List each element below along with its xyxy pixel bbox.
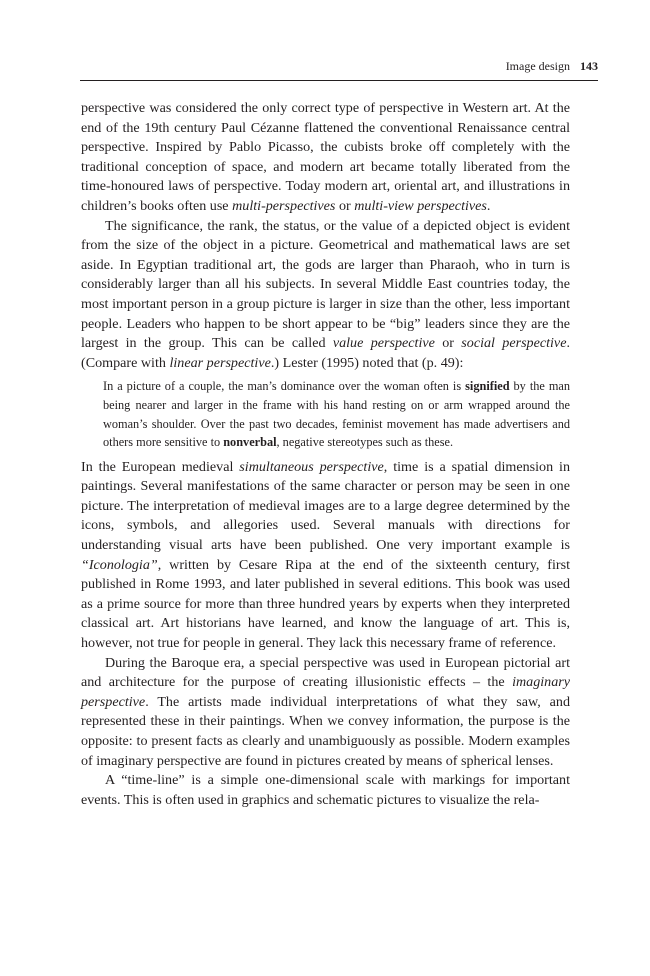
bold-term: signified — [465, 379, 510, 394]
text-run: , time is a spatial dimension in paintings. Several manifestations of the same character or person may be seen in one picture. The interpretation of medieval images are to a large degree determined by the icons, symbols, and allegories used. Several manuals with directions for understanding visual arts have been published. One very important example is — [81, 458, 570, 554]
italic-term: imaginary perspective — [81, 674, 570, 710]
text-run: In a picture of a couple, the man’s dominance over the woman often is — [103, 379, 466, 394]
text-run: .) Lester (1995) noted that (p. 49): — [270, 354, 464, 371]
text-run: by the man being nearer and larger in the frame with his hand resting on or arm wrapped around the woman’s shoulder. Over the past two decades, feminist movement has made advertisers and others more sensitive to — [103, 379, 571, 450]
text-run: In the European medieval — [81, 458, 240, 475]
paragraph-2 — [81, 217, 570, 374]
italic-term: multi-perspectives — [232, 197, 336, 214]
text-run: , negative stereotypes such as these. — [276, 435, 454, 450]
page-number: 143 — [580, 59, 598, 73]
paragraph-1 — [81, 99, 570, 217]
text-run: . (Compare with — [81, 335, 570, 371]
text-run: perspective was considered the only correct type of perspective in Western art. At the end of the 19th century Paul Cézanne flattened the conventional Renaissance central perspective. Inspired by Pablo Picasso, the cubists broke off completely with the traditional conception of space, and modern art became totally liberated from the time-honoured laws of perspective. Today modern art, oriental art, and illustrations in children’s books often use — [81, 100, 570, 214]
text-run: . — [486, 197, 491, 214]
text-run: The significance, the rank, the status, or the value of a depicted object is evident from the size of the object in a picture. Geometrical and mathematical laws are set aside. In Egyptian traditional art, the gods are larger than Pharaoh, who in turn is considerably larger than all his subjects. In several Middle East countries today, the most important person in a group picture is larger in size than the other, less important people. Leaders who happen to be short appear to be “big” leaders since they are the largest in the group. This can be called — [81, 217, 570, 352]
text-run: During the Baroque era, a special perspective was used in European pictorial art and architecture for the purpose of creating illusionistic effects – the — [81, 654, 570, 691]
italic-title: “Iconologia” — [81, 556, 158, 573]
running-header — [80, 56, 598, 81]
text-run: or — [434, 335, 462, 352]
paragraph-5: A “time-line” is a simple one-dimensional scale with markings for important events. This is often used in graphics and schematic pictures to visualize the rela- — [81, 772, 570, 808]
running-title: Image design — [505, 59, 570, 73]
paragraph-3 — [81, 458, 570, 654]
paragraph-4 — [81, 654, 570, 772]
text-run: . The artists made individual interpretations of what they saw, and represented these in their paintings. When we convey information, the purpose is the opposite: to present facts as clearly and unambiguously as possible. Modern examples of imaginary perspective are found in pictures created by means of spherical lenses. — [81, 693, 570, 769]
text-run: , written by Cesare Ripa at the end of the sixteenth century, first published in Rome 1993, and later published in several editions. This book was used as a prime source for more than three hundred years by experts when they interpreted classical art. Art historians have learned, and know the language of art. This is, however, not true for people in general. They lack this necessary frame of reference. — [81, 556, 570, 652]
italic-term: social perspective — [461, 335, 567, 352]
italic-term: value perspective — [332, 335, 435, 352]
italic-term: multi-view perspectives — [354, 197, 487, 214]
italic-term: simultaneous perspective — [239, 458, 384, 475]
body-text — [81, 99, 570, 810]
bold-term: nonverbal — [223, 435, 277, 450]
italic-term: linear perspective — [169, 354, 271, 371]
text-run: or — [335, 197, 355, 214]
block-quote — [103, 377, 570, 451]
quote-text — [103, 377, 570, 451]
